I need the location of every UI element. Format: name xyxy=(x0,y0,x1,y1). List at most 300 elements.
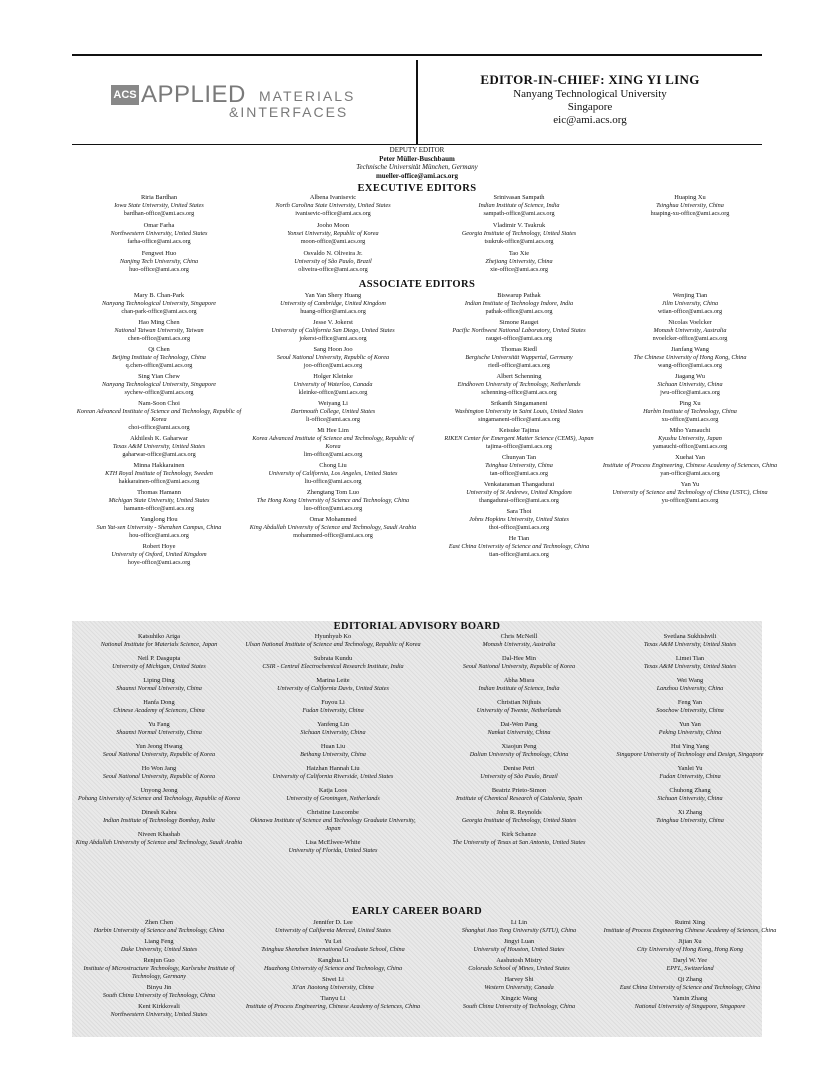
member-name: Minna Hakkarainen xyxy=(133,462,185,469)
member-affiliation: Colorado School of Mines, United States xyxy=(468,965,570,972)
member-affiliation: University of California Merced, United States xyxy=(275,927,391,934)
member-email[interactable]: sampath-office@ami.acs.org xyxy=(483,210,555,217)
assoc-entry xyxy=(70,543,248,567)
board-entry xyxy=(70,809,248,825)
assoc-entry xyxy=(244,292,422,316)
member-email[interactable]: ivanisevic-office@ami.acs.org xyxy=(295,210,371,217)
member-affiliation: Indian Institute of Technology Indore, India xyxy=(464,300,574,307)
member-affiliation: Texas A&M University, United States xyxy=(112,443,206,450)
member-name: Jijian Xu xyxy=(678,938,702,945)
member-affiliation: Korean Advanced Institute of Science and Technology, Republic of Korea xyxy=(76,408,242,423)
assoc-entry xyxy=(244,346,422,370)
member-name: Harvey Shi xyxy=(504,976,534,983)
member-affiliation: Washington University in Saint Louis, United States xyxy=(454,408,584,415)
member-name: Dal-Hee Min xyxy=(502,655,536,662)
member-name: Zhen Chen xyxy=(144,919,174,926)
member-email[interactable]: gaharwar-office@ami.acs.org xyxy=(122,451,196,458)
member-email[interactable]: xie-office@ami.acs.org xyxy=(489,266,549,273)
member-name: Xi Zhang xyxy=(677,809,703,816)
member-name: Albert Schenning xyxy=(496,373,542,380)
member-affiliation: Texas A&M University, United States xyxy=(643,641,737,648)
member-affiliation: Northwestern University, United States xyxy=(110,230,208,237)
member-name: Robert Hoye xyxy=(142,543,176,550)
member-affiliation: South China University of Technology, China xyxy=(102,992,216,999)
member-affiliation: Eindhoven University of Technology, Netherlands xyxy=(457,381,581,388)
member-name: Katsuhiko Ariga xyxy=(137,633,181,640)
member-name: Nam-Soon Choi xyxy=(138,400,180,407)
deputy-affiliation: Technische Universität München, Germany xyxy=(356,163,478,171)
member-affiliation: Yonsei University, Republic of Korea xyxy=(287,230,379,237)
assoc-entry xyxy=(244,489,422,513)
member-affiliation: University of Michigan, United States xyxy=(112,663,206,670)
exec-column xyxy=(430,194,608,278)
member-affiliation: Michigan State University, United States xyxy=(108,497,210,504)
member-affiliation: King Abdullah University of Science and Technology, Saudi Arabia xyxy=(249,524,417,531)
member-name: Biswarup Pathak xyxy=(497,292,541,299)
member-name: Keisuke Tajima xyxy=(498,427,540,434)
assoc-entry xyxy=(430,508,608,532)
member-email[interactable]: raugei-office@ami.acs.org xyxy=(486,335,552,342)
assoc-entry xyxy=(244,400,422,424)
member-affiliation: East China University of Science and Technology, China xyxy=(619,984,761,991)
member-name: Svetlana Sukhishvili xyxy=(663,633,717,640)
exec-entry xyxy=(244,194,422,218)
board-entry xyxy=(601,765,779,781)
member-affiliation: South China University of Technology, China xyxy=(462,1003,576,1010)
member-affiliation: Huazhong University of Science and Technology, China xyxy=(263,965,403,972)
member-affiliation: University of California, Los Angeles, United States xyxy=(268,470,398,477)
assoc-entry xyxy=(70,292,248,316)
assoc-entry xyxy=(430,454,608,478)
member-email[interactable]: huaping-xu-office@ami.acs.org xyxy=(650,210,730,217)
member-email[interactable]: oliveira-office@ami.acs.org xyxy=(298,266,368,273)
early-entry xyxy=(430,995,608,1011)
board-entry xyxy=(430,699,608,715)
early-entry xyxy=(244,957,422,973)
board-entry xyxy=(601,699,779,715)
member-name: Subrata Kundu xyxy=(313,655,353,662)
early-entry xyxy=(70,984,248,1000)
exec-entry xyxy=(70,222,248,246)
member-name: Omar Mohammed xyxy=(309,516,357,523)
member-email[interactable]: tan-office@ami.acs.org xyxy=(489,470,549,477)
assoc-entry xyxy=(244,462,422,486)
early-column xyxy=(601,919,779,1014)
member-name: Jesse V. Jokerst xyxy=(313,319,353,326)
assoc-entry xyxy=(430,535,608,559)
logo-interfaces: &INTERFACES xyxy=(229,104,349,120)
member-name: Hanfa Dong xyxy=(143,699,175,706)
board-entry xyxy=(601,787,779,803)
member-name: Fuyou Li xyxy=(321,699,345,706)
board-entry xyxy=(70,655,248,671)
member-affiliation: National Taiwan University, Taiwan xyxy=(114,327,204,334)
exec-column xyxy=(601,194,779,222)
assoc-entry xyxy=(601,373,779,397)
member-affiliation: University of Oxford, United Kingdom xyxy=(111,551,207,558)
member-email[interactable]: nvoelcker-office@ami.acs.org xyxy=(652,335,728,342)
member-email[interactable]: chen-office@ami.acs.org xyxy=(127,335,191,342)
member-affiliation: The Chinese University of Hong Kong, China xyxy=(633,354,747,361)
member-name: Hyunhyub Ko xyxy=(314,633,352,640)
member-name: Kanghua Li xyxy=(317,957,349,964)
member-affiliation: Indian Institute of Science, India xyxy=(478,685,560,692)
early-entry xyxy=(70,919,248,935)
member-name: Feng Yan xyxy=(677,699,703,706)
member-email[interactable]: jwu-office@ami.acs.org xyxy=(660,389,720,396)
member-email[interactable]: mohammed-office@ami.acs.org xyxy=(293,532,373,539)
member-affiliation: Seoul National University, Republic of Korea xyxy=(102,751,216,758)
member-affiliation: KTH Royal Institute of Technology, Sweden xyxy=(105,470,213,477)
member-affiliation: Pohang University of Science and Technology, Republic of Korea xyxy=(78,795,240,802)
assoc-entry xyxy=(70,435,248,459)
member-affiliation: Beijing Institute of Technology, China xyxy=(112,354,206,361)
member-affiliation: Jilin University, China xyxy=(661,300,719,307)
board-entry xyxy=(244,787,422,803)
member-affiliation: Dalian University of Technology, China xyxy=(469,751,569,758)
assoc-entry xyxy=(70,516,248,540)
member-email[interactable]: hoye-office@ami.acs.org xyxy=(127,559,191,566)
member-email[interactable]: riedl-office@ami.acs.org xyxy=(488,362,550,369)
assoc-column xyxy=(70,292,248,570)
member-name: Binyu Jin xyxy=(146,984,172,991)
member-email[interactable]: singamaneni-office@ami.acs.org xyxy=(478,416,560,423)
member-affiliation: University of São Paulo, Brazil xyxy=(294,258,372,265)
member-affiliation: Soochow University, China xyxy=(656,707,724,714)
advisory-board-heading: EDITORIAL ADVISORY BOARD xyxy=(333,621,501,632)
member-email[interactable]: hamann-office@ami.acs.org xyxy=(123,505,195,512)
member-name: Srikanth Singamaneni xyxy=(490,400,548,407)
assoc-entry xyxy=(430,373,608,397)
early-entry xyxy=(244,919,422,935)
early-entry xyxy=(70,938,248,954)
board-entry xyxy=(244,839,422,855)
member-affiliation: Chinese Academy of Sciences, China xyxy=(113,707,205,714)
member-affiliation: Fudan University, China xyxy=(302,707,364,714)
board-entry xyxy=(70,787,248,803)
board-entry xyxy=(430,831,608,847)
member-affiliation: Sun Yat-sen University - Shenzhen Campus, China xyxy=(96,524,222,531)
top-rule xyxy=(72,54,762,56)
logo-materials: MATERIALS xyxy=(259,88,356,104)
board-entry xyxy=(601,655,779,671)
member-name: Sang Hoon Joo xyxy=(313,346,353,353)
assoc-entry xyxy=(430,346,608,370)
member-affiliation: Sichuan University, China xyxy=(657,795,723,802)
member-name: Jennifer D. Lee xyxy=(313,919,353,926)
exec-column xyxy=(70,194,248,278)
member-affiliation: University of Waterloo, Canada xyxy=(293,381,373,388)
assoc-entry xyxy=(430,481,608,505)
member-email[interactable]: chan-park-office@ami.acs.org xyxy=(121,308,197,315)
member-name: Nicolas Voelcker xyxy=(668,319,712,326)
member-name: Li Lin xyxy=(510,919,528,926)
board-column xyxy=(601,633,779,831)
member-name: Thomas Riedl xyxy=(500,346,538,353)
member-email[interactable]: pathak-office@ami.acs.org xyxy=(485,308,553,315)
member-affiliation: University of Florida, United States xyxy=(288,847,378,854)
acs-badge: ACS xyxy=(111,85,139,105)
eic-title: EDITOR-IN-CHIEF: XING YI LING xyxy=(480,72,700,87)
member-email[interactable]: yan-office@ami.acs.org xyxy=(660,470,720,477)
board-entry xyxy=(70,699,248,715)
member-affiliation: National University of Singapore, Singapore xyxy=(634,1003,746,1010)
exec-entry xyxy=(70,194,248,218)
board-entry xyxy=(244,743,422,759)
member-name: Marina Leite xyxy=(316,677,350,684)
member-name: Aashutosh Mistry xyxy=(496,957,542,964)
member-email[interactable]: thangadurai-office@ami.acs.org xyxy=(479,497,559,504)
member-affiliation: Sichuan University, China xyxy=(657,381,723,388)
board-entry xyxy=(430,633,608,649)
board-entry xyxy=(430,721,608,737)
member-affiliation: King Abdullah University of Science and Technology, Saudi Arabia xyxy=(75,839,243,846)
member-affiliation: Ulsan National Institute of Science and Technology, Republic of Korea xyxy=(245,641,421,648)
member-name: Xingzic Wang xyxy=(500,995,538,1002)
member-affiliation: Zhejiang University, China xyxy=(485,258,553,265)
member-name: Omar Farha xyxy=(143,222,175,229)
member-affiliation: Northwestern University, United States xyxy=(110,1011,208,1018)
board-entry xyxy=(430,787,608,803)
member-email[interactable]: schenning-office@ami.acs.org xyxy=(481,389,557,396)
board-column xyxy=(244,633,422,861)
exec-column xyxy=(244,194,422,278)
member-affiliation: Seoul National University, Republic of Korea xyxy=(276,354,390,361)
member-affiliation: Nanjing Tech University, China xyxy=(119,258,199,265)
member-name: Huan Liu xyxy=(320,743,346,750)
member-email[interactable]: moon-office@ami.acs.org xyxy=(300,238,366,245)
member-email[interactable]: yu-office@ami.acs.org xyxy=(661,497,719,504)
early-entry xyxy=(244,976,422,992)
board-entry xyxy=(70,633,248,649)
member-email[interactable]: huo-office@ami.acs.org xyxy=(129,266,189,273)
member-affiliation: National Institute for Materials Science, Japan xyxy=(100,641,218,648)
member-name: Liping Ding xyxy=(143,677,175,684)
early-column xyxy=(70,919,248,1022)
board-entry xyxy=(70,765,248,781)
assoc-entry xyxy=(430,400,608,424)
board-entry xyxy=(601,677,779,693)
member-name: Weiyang Li xyxy=(318,400,348,407)
assoc-entry xyxy=(70,400,248,432)
member-name: Yun Jeong Hwang xyxy=(135,743,183,750)
member-email[interactable]: lim-office@ami.acs.org xyxy=(303,451,363,458)
member-affiliation: Dartmouth College, United States xyxy=(290,408,376,415)
member-email[interactable]: luo-office@ami.acs.org xyxy=(303,505,363,512)
member-name: Mi Hee Lim xyxy=(317,427,349,434)
eic-email: eic@ami.acs.org xyxy=(553,114,627,126)
member-name: Dinesh Kabra xyxy=(141,809,177,816)
early-career-heading: EARLY CAREER BOARD xyxy=(351,906,483,917)
member-email[interactable]: wtian-office@ami.acs.org xyxy=(657,308,723,315)
member-affiliation: Harbin Institute of Technology, China xyxy=(643,408,737,415)
header-bottom-rule xyxy=(72,144,762,145)
member-name: Albena Ivanisevic xyxy=(309,194,357,201)
logo-applied: APPLIED xyxy=(141,81,246,108)
member-affiliation: University of California Riverside, United States xyxy=(272,773,394,780)
member-affiliation: Tsinghua University, China xyxy=(656,817,724,824)
member-name: Denise Petri xyxy=(503,765,535,772)
assoc-entry xyxy=(70,373,248,397)
member-affiliation: EPFL, Switzerland xyxy=(666,965,714,972)
early-entry xyxy=(244,938,422,954)
member-email[interactable]: jokerst-office@ami.acs.org xyxy=(299,335,367,342)
member-name: Yanlei Yu xyxy=(677,765,703,772)
assoc-entry xyxy=(601,481,779,505)
member-name: Dai-Wen Pang xyxy=(500,721,538,728)
member-affiliation: Nanyang Technological University, Singapore xyxy=(102,381,216,388)
assoc-entry xyxy=(601,346,779,370)
member-affiliation: Seoul National University, Republic of Korea xyxy=(102,773,216,780)
member-name: Osvaldo N. Oliveira Jr. xyxy=(303,250,363,257)
member-affiliation: Institute of Microstructure Technology, Karlsruhe Institute of Technology, Germany xyxy=(83,965,235,980)
member-affiliation: North Carolina State University, United States xyxy=(275,202,391,209)
assoc-entry xyxy=(430,427,608,451)
board-entry xyxy=(244,809,422,833)
member-name: Yu Fang xyxy=(148,721,170,728)
member-name: Daryl W. Yee xyxy=(672,957,708,964)
member-name: Venkataraman Thangadurai xyxy=(483,481,555,488)
assoc-entry xyxy=(244,373,422,397)
board-column xyxy=(430,633,608,853)
associate-editors-heading: ASSOCIATE EDITORS xyxy=(358,279,476,290)
member-name: Abha Misra xyxy=(503,677,535,684)
editor-in-chief-block xyxy=(418,72,762,127)
member-email[interactable]: thoi-office@ami.acs.org xyxy=(488,524,550,531)
early-entry xyxy=(601,995,779,1011)
executive-editors-heading: EXECUTIVE EDITORS xyxy=(357,183,477,194)
member-name: Lisa McElwee-White xyxy=(305,839,361,846)
member-affiliation: University of Cambridge, United Kingdom xyxy=(280,300,386,307)
member-name: John R. Reynolds xyxy=(496,809,542,816)
board-entry xyxy=(70,831,248,847)
member-name: Kirk Schanze xyxy=(501,831,537,838)
member-affiliation: Institute of Process Engineering, Chinese Academy of Sciences, China xyxy=(602,462,778,469)
member-email[interactable]: hakkarainen-office@ami.acs.org xyxy=(118,478,200,485)
member-email[interactable]: yamauchi-office@ami.acs.org xyxy=(652,443,728,450)
member-email[interactable]: farha-office@ami.acs.org xyxy=(127,238,191,245)
member-affiliation: Georgia Institute of Technology, United States xyxy=(461,230,577,237)
member-affiliation: University of St Andrews, United Kingdom xyxy=(466,489,572,496)
member-name: Qi Zhang xyxy=(677,976,703,983)
deputy-label: DEPUTY EDITOR xyxy=(389,146,445,154)
member-name: Liang Feng xyxy=(144,938,174,945)
early-entry xyxy=(430,938,608,954)
member-name: Fengwei Huo xyxy=(141,250,177,257)
board-entry xyxy=(244,699,422,715)
assoc-entry xyxy=(430,319,608,343)
member-affiliation: Tsinghua Shenzhen International Graduate School, China xyxy=(261,946,405,953)
member-name: Yan Yan Shery Huang xyxy=(304,292,362,299)
member-email[interactable]: joo-office@ami.acs.org xyxy=(303,362,363,369)
member-name: Riria Bardhan xyxy=(140,194,178,201)
member-name: Zhengtang Tom Luo xyxy=(306,489,360,496)
member-email[interactable]: huang-office@ami.acs.org xyxy=(300,308,366,315)
member-name: Ping Xu xyxy=(679,400,701,407)
early-entry xyxy=(601,976,779,992)
member-affiliation: University of Twente, Netherlands xyxy=(476,707,562,714)
member-email[interactable]: liu-office@ami.acs.org xyxy=(304,478,362,485)
member-email[interactable]: wang-office@ami.acs.org xyxy=(658,362,722,369)
member-email[interactable]: sychew-office@ami.acs.org xyxy=(124,389,194,396)
early-entry xyxy=(70,957,248,981)
exec-entry xyxy=(70,250,248,274)
assoc-entry xyxy=(601,400,779,424)
member-affiliation: Monash University, Australia xyxy=(653,327,727,334)
member-name: Sara Thoi xyxy=(506,508,532,515)
member-name: He Tian xyxy=(508,535,530,542)
member-email[interactable]: li-office@ami.acs.org xyxy=(306,416,360,423)
member-name: Yun Yan xyxy=(679,721,701,728)
early-entry xyxy=(244,995,422,1011)
member-name: Yamin Zhang xyxy=(672,995,708,1002)
member-name: Jooho Moon xyxy=(316,222,350,229)
member-affiliation: Western University, Canada xyxy=(484,984,554,991)
member-affiliation: Beihang University, China xyxy=(300,751,366,758)
member-email[interactable]: tsukruk-office@ami.acs.org xyxy=(484,238,554,245)
member-email[interactable]: q.chen-office@ami.acs.org xyxy=(125,362,193,369)
member-name: Chunyan Tan xyxy=(501,454,537,461)
member-name: Katja Loos xyxy=(318,787,348,794)
eic-country: Singapore xyxy=(567,101,613,113)
member-name: Ruimi Xing xyxy=(674,919,706,926)
member-affiliation: Seoul National University, Republic of Korea xyxy=(462,663,576,670)
member-email[interactable]: xu-office@ami.acs.org xyxy=(661,416,719,423)
member-affiliation: Shaanxi Normal University, China xyxy=(116,729,202,736)
member-affiliation: CSIR - Central Electrochemical Research Institute, India xyxy=(262,663,404,670)
member-affiliation: Institute of Process Engineering Chinese Academy of Sciences, China xyxy=(603,927,777,934)
member-affiliation: Harbin University of Science and Technology, China xyxy=(93,927,225,934)
member-affiliation: Lanzhou University, China xyxy=(656,685,724,692)
member-name: Jingyi Luan xyxy=(503,938,535,945)
exec-entry xyxy=(244,250,422,274)
member-name: Sing Yian Chew xyxy=(138,373,180,380)
member-affiliation: Tsinghua University, China xyxy=(656,202,724,209)
member-email[interactable]: tajima-office@ami.acs.org xyxy=(486,443,552,450)
member-email[interactable]: bardhan-office@ami.acs.org xyxy=(123,210,195,217)
member-affiliation: University of Science and Technology of China (USTC), China xyxy=(612,489,768,496)
member-name: Niveen Khashab xyxy=(137,831,181,838)
member-affiliation: University of Groningen, Netherlands xyxy=(286,795,380,802)
member-email[interactable]: tian-office@ami.acs.org xyxy=(489,551,549,558)
member-name: Unyong Jeong xyxy=(140,787,178,794)
member-name: Srinivasan Sampath xyxy=(493,194,545,201)
member-name: Yanglong Hou xyxy=(140,516,178,523)
assoc-column xyxy=(244,292,422,543)
member-name: Yan Yu xyxy=(680,481,700,488)
member-name: Xiaojun Peng xyxy=(501,743,537,750)
assoc-entry xyxy=(70,489,248,513)
member-name: Hao Ming Chen xyxy=(138,319,180,326)
exec-entry xyxy=(430,250,608,274)
member-email[interactable]: hou-office@ami.acs.org xyxy=(129,532,189,539)
member-email[interactable]: kleinke-office@ami.acs.org xyxy=(298,389,368,396)
member-name: Renjun Guo xyxy=(143,957,175,964)
member-name: Chong Liu xyxy=(319,462,347,469)
member-name: Mary B. Chan-Park xyxy=(133,292,185,299)
early-entry xyxy=(601,938,779,954)
member-affiliation: Indian Institute of Science, India xyxy=(478,202,560,209)
member-affiliation: Johns Hopkins University, United States xyxy=(469,516,569,523)
assoc-entry xyxy=(70,346,248,370)
member-affiliation: The Hong Kong University of Science and Technology, China xyxy=(256,497,410,504)
member-email[interactable]: choi-office@ami.acs.org xyxy=(128,424,190,431)
early-entry xyxy=(430,976,608,992)
member-affiliation: Okinawa Institute of Science and Technology Graduate University, Japan xyxy=(250,817,416,832)
member-name: Qi Chen xyxy=(148,346,170,353)
member-affiliation: Monash University, Australia xyxy=(482,641,556,648)
assoc-entry xyxy=(244,516,422,540)
